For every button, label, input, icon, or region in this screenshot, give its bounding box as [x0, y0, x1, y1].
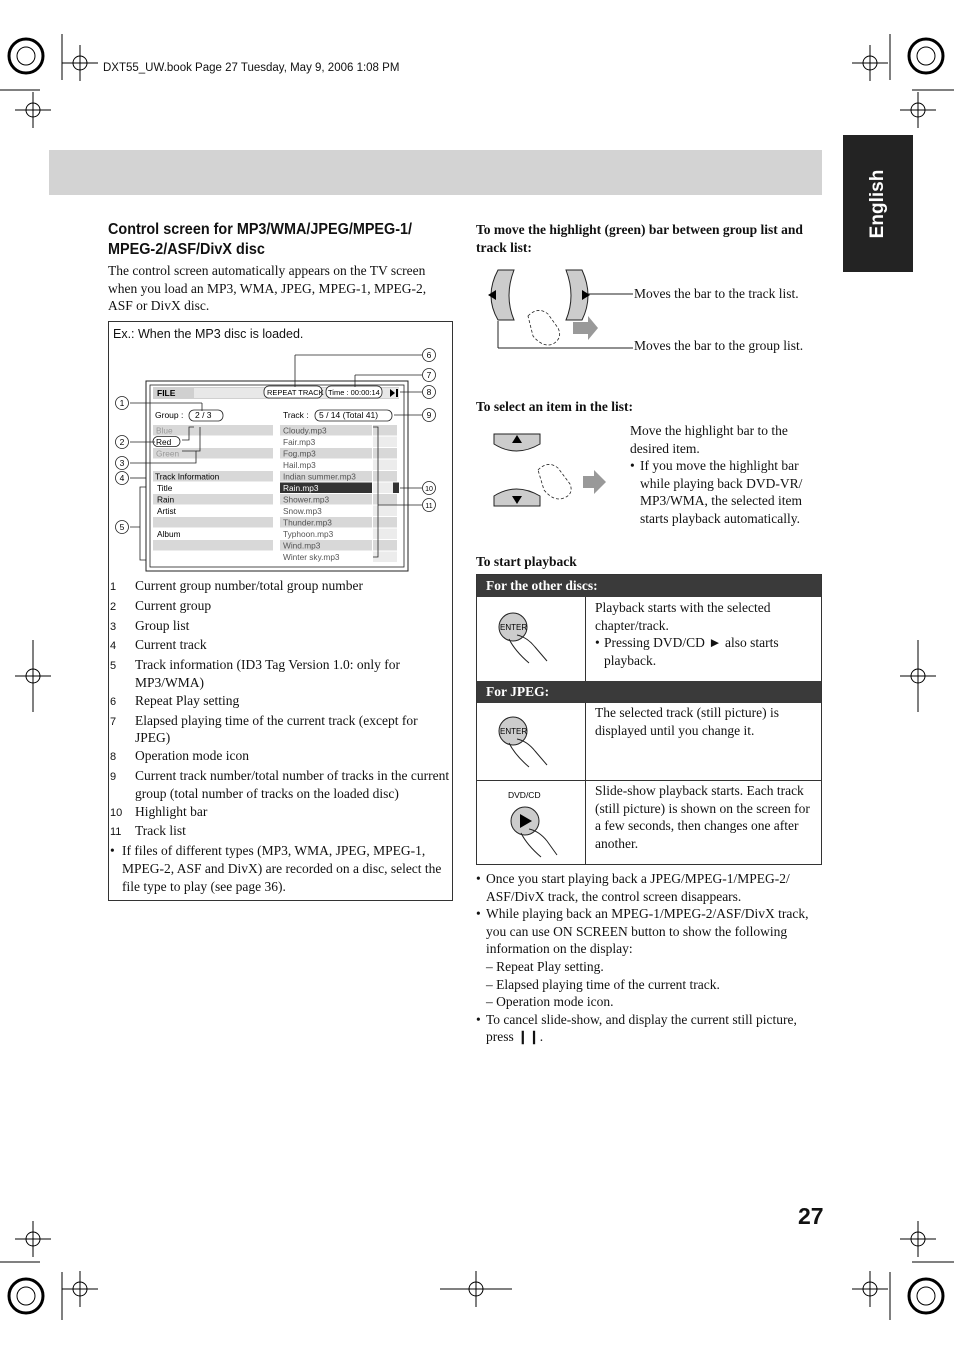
- jpeg-header: For JPEG:: [477, 681, 821, 703]
- callout-number: 3: [119, 458, 125, 468]
- legend-list: [110, 577, 450, 896]
- jpeg-still-text: The selected track (still picture) is displayed until you change it.: [595, 705, 780, 738]
- note-item: • While playing back an MPEG-1/MPEG-2/ASF/DivX track, you can use ON SCREEN button to show the following information on the display:: [476, 905, 822, 958]
- track-item: Fair.mp3: [283, 437, 316, 447]
- legend-item: [110, 656, 450, 692]
- enter-button-icon: [495, 607, 565, 667]
- notes-list: [476, 870, 822, 1046]
- track-item: Typhoon.mp3: [283, 529, 334, 539]
- legend-item: [110, 636, 450, 656]
- legend-item: [110, 767, 450, 803]
- legend-text: Operation mode icon: [135, 748, 249, 764]
- track-info-field: Album: [157, 529, 181, 539]
- dvdcd-label: DVD/CD: [508, 790, 541, 800]
- intro-paragraph: The control screen automatically appears on the TV screen when you load an MP3, WMA, JPEG, MPEG-1, MPEG-2, ASF or DivX disc.: [108, 263, 427, 313]
- jpeg-slideshow-text: Slide-show playback starts. Each track (still picture) is shown on the screen for a few seconds, then changes one after another.: [595, 783, 810, 851]
- legend-text: Highlight bar: [135, 803, 208, 819]
- enter-label-jpeg: ENTER: [500, 727, 528, 736]
- move-highlight-heading: To move the highlight (green) bar between group list and track list:: [476, 222, 803, 255]
- group-item: Red: [156, 437, 172, 447]
- legend-number: 11: [110, 826, 122, 839]
- legend-number: 10: [110, 806, 123, 819]
- other-discs-header: For the other discs:: [477, 575, 821, 597]
- select-item-bullet-text: If you move the highlight bar while playing back DVD-VR/ MP3/WMA, the selected item starts playback automatically.: [640, 458, 803, 526]
- legend-text: Current group number/total group number: [135, 578, 363, 593]
- move-left-text: Moves the bar to the group list.: [634, 338, 804, 353]
- callout-number: 10: [425, 486, 433, 493]
- note-text: Once you start playing back a JPEG/MPEG-1/MPEG-2/ ASF/DivX track, the control screen disappears.: [486, 871, 790, 904]
- screen-group-label: Group :: [155, 410, 184, 420]
- track-item: Hail.mp3: [283, 460, 316, 470]
- track-item: Snow.mp3: [283, 506, 322, 516]
- up-down-buttons-illustration: [488, 430, 618, 515]
- callout-number: 5: [119, 522, 125, 532]
- track-info-field: Title: [157, 483, 173, 493]
- track-item: Rain.mp3: [283, 483, 319, 493]
- callout-number: 1: [119, 398, 125, 408]
- track-item: Thunder.mp3: [283, 517, 332, 528]
- legend-note-text: If files of different types (MP3, WMA, JPEG, MPEG-1, MPEG-2, ASF and DivX) are recorded on a disc, select the file type to play (see page 36).: [122, 843, 442, 894]
- dvdcd-play-button-icon: [495, 787, 575, 862]
- enter-button-icon-jpeg: [495, 711, 565, 771]
- legend-number: 4: [110, 640, 117, 653]
- screen-file-label: FILE: [157, 388, 176, 398]
- select-item-text: Move the highlight bar to the desired item.: [630, 423, 788, 456]
- callout-number: 7: [426, 370, 432, 380]
- legend-number: 5: [110, 660, 117, 673]
- legend-note: • If files of different types (MP3, WMA, JPEG, MPEG-1, MPEG-2, ASF and DivX) are recorded on a disc, select the file type to play (see page 36).: [110, 842, 450, 895]
- example-label: Ex.: When the MP3 disc is loaded.: [113, 327, 304, 341]
- other-discs-bullet-text: Pressing DVD/CD ► also starts playback.: [604, 635, 779, 668]
- other-discs-text: Playback starts with the selected chapter/track.: [595, 600, 771, 633]
- legend-number: 2: [110, 600, 117, 613]
- start-playback-heading: To start playback: [476, 554, 577, 569]
- sub-item: – Elapsed playing time of the current track.: [486, 976, 720, 992]
- legend-text: Group list: [135, 617, 190, 633]
- track-info-field: Rain: [157, 494, 175, 505]
- legend-text: Track information (ID3 Tag Version 1.0: only for MP3/WMA): [135, 657, 401, 690]
- select-item-bullet: • If you move the highlight bar while playing back DVD-VR/ MP3/WMA, the selected item starts playback automatically.: [630, 457, 822, 527]
- legend-item: [110, 712, 450, 748]
- sub-item: – Operation mode icon.: [486, 994, 614, 1010]
- sub-item: – Repeat Play setting.: [486, 958, 604, 974]
- screen-track-value: 5 / 14 (Total 41): [319, 410, 379, 420]
- legend-item: [110, 747, 450, 767]
- legend-number: 9: [110, 770, 117, 783]
- legend-text: Repeat Play setting: [135, 692, 240, 708]
- header-band: [49, 150, 822, 195]
- control-screen-illustration: [110, 345, 450, 575]
- screen-group-value: 2 / 3: [195, 410, 212, 420]
- select-item-heading: To select an item in the list:: [476, 399, 633, 414]
- legend-text: Track list: [135, 823, 186, 839]
- callout-number: 9: [426, 410, 432, 420]
- language-tab: [843, 135, 913, 272]
- other-discs-bullet: • Pressing DVD/CD ► also starts playback.: [595, 634, 815, 669]
- move-right-text: Moves the bar to the track list.: [634, 286, 799, 301]
- track-item: Fog.mp3: [283, 448, 316, 459]
- callout-number: 6: [426, 350, 432, 360]
- legend-text: Elapsed playing time of the current track (except for JPEG): [135, 712, 418, 746]
- left-right-buttons-illustration: [478, 266, 638, 356]
- legend-number: 3: [110, 620, 117, 633]
- legend-item: [110, 803, 450, 823]
- legend-item: [110, 617, 450, 637]
- callout-number: 8: [426, 387, 432, 397]
- legend-number: 6: [110, 695, 117, 708]
- enter-label: ENTER: [500, 623, 528, 632]
- legend-text: Current group: [135, 597, 212, 613]
- legend-number: 8: [110, 751, 117, 764]
- legend-number: 7: [110, 715, 117, 728]
- track-item: Wind.mp3: [283, 540, 321, 551]
- legend-item: [110, 577, 450, 597]
- track-item: Cloudy.mp3: [283, 425, 327, 436]
- print-header-info: DXT55_UW.book Page 27 Tuesday, May 9, 2006 1:08 PM: [103, 62, 400, 74]
- callout-number: 2: [119, 437, 125, 447]
- callout-number: 4: [119, 473, 125, 483]
- track-info-label: Track Information: [155, 471, 220, 482]
- track-item: Shower.mp3: [283, 494, 330, 505]
- legend-item: [110, 597, 450, 617]
- track-item: Winter sky.mp3: [283, 552, 340, 562]
- legend-number: 1: [110, 581, 117, 593]
- legend-text: Current track number/total number of tracks in the current group (total number of tracks on the loaded disc): [135, 767, 450, 801]
- legend-text: Current track: [135, 637, 207, 653]
- note-item: • To cancel slide-show, and display the current still picture, press ❙❙.: [476, 1011, 822, 1046]
- page-number: 27: [798, 1203, 824, 1229]
- screen-repeat-setting: REPEAT TRACK: [267, 388, 324, 397]
- playback-table: [476, 574, 822, 865]
- screen-elapsed-time: Time : 00:00:14: [328, 388, 380, 397]
- screen-track-label: Track :: [283, 410, 309, 420]
- language-tab-label: English: [867, 169, 888, 238]
- legend-item: [110, 822, 450, 842]
- legend-item: [110, 692, 450, 712]
- group-item: Blue: [156, 425, 173, 436]
- callout-number: 11: [425, 503, 433, 510]
- note-text: To cancel slide-show, and display the current still picture, press ❙❙.: [486, 1011, 797, 1045]
- track-item: Indian summer.mp3: [283, 471, 356, 482]
- note-item: • Once you start playing back a JPEG/MPEG-1/MPEG-2/ ASF/DivX track, the control screen disappears.: [476, 870, 822, 905]
- note-text: While playing back an MPEG-1/MPEG-2/ASF/DivX track, you can use ON SCREEN button to show the following information on the display:: [486, 906, 809, 957]
- group-item: Green: [156, 448, 180, 459]
- section-title: Control screen for MP3/WMA/JPEG/MPEG-1/ MPEG-2/ASF/DivX disc: [108, 221, 413, 258]
- track-info-field: Artist: [157, 506, 176, 516]
